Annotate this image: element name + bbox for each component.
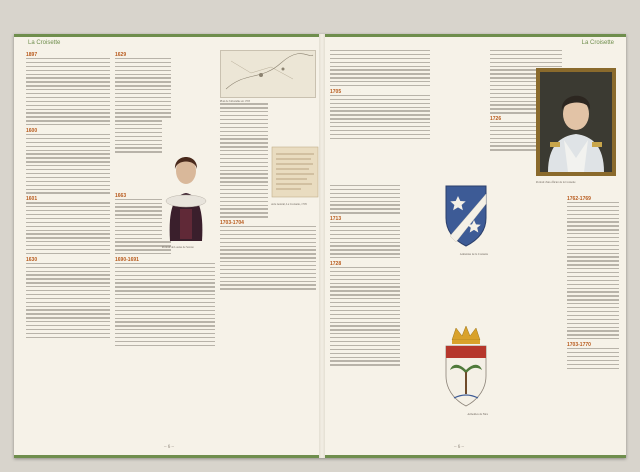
year-heading: 1897 [26, 52, 38, 58]
text-block [220, 226, 316, 290]
column-1 [26, 50, 110, 341]
text-block [26, 263, 110, 338]
map-image [221, 51, 316, 97]
year-heading: 1600 [26, 128, 38, 135]
shield-bottom [444, 326, 488, 416]
text-block [330, 222, 400, 258]
text-block [26, 134, 110, 194]
text-block [220, 103, 268, 217]
text-block [330, 95, 430, 139]
year-heading: 1690-1691 [115, 257, 139, 264]
column-4 [330, 50, 430, 368]
portrait-officer [536, 68, 616, 186]
year-heading: 1713 [330, 216, 342, 223]
year-heading: 1703-1770 [567, 342, 591, 349]
running-head-left: La Croisette [28, 40, 61, 46]
running-head-right: La Croisette [581, 40, 614, 46]
document-figure [271, 146, 319, 204]
shield-bottom-image [444, 326, 488, 408]
book-spread [14, 34, 626, 458]
map-figure [220, 50, 316, 98]
text-block [330, 185, 400, 214]
page-number-left: – 6 – [164, 445, 174, 450]
text-block [26, 202, 110, 254]
year-heading: 1726 [490, 116, 502, 123]
text-block [567, 202, 619, 339]
portrait-officer-image [536, 68, 616, 176]
text-block [26, 58, 110, 125]
year-heading: 1663 [115, 192, 127, 199]
year-heading: 1728 [330, 261, 342, 268]
portrait-lady [162, 119, 210, 247]
shield-top [444, 184, 488, 256]
year-heading: 1703-1704 [220, 220, 244, 227]
text-block [567, 348, 619, 369]
year-heading: 1601 [26, 196, 38, 203]
year-heading: 1630 [26, 256, 38, 263]
caption: Portrait de Louise de Savoie [162, 246, 194, 249]
shield-top-image [444, 184, 488, 248]
text-block [330, 50, 430, 86]
text-block [115, 263, 215, 346]
year-heading: 1762-1769 [567, 196, 591, 202]
column-6 [567, 194, 619, 371]
year-heading: 1705 [330, 88, 342, 95]
portrait-lady-image [162, 119, 210, 241]
page-number-right: – 6 – [454, 445, 464, 450]
caption: Plan de l'Abondée en 1703 [220, 100, 251, 103]
year-heading: 1629 [115, 52, 127, 58]
caption: Armoiries de la Croisette [459, 253, 488, 256]
caption: Armoiries de Nice [467, 413, 488, 416]
book-gutter [319, 34, 325, 458]
caption: Acte notarié, La Croisette, 1705 [271, 203, 307, 206]
caption: Portrait d'un officier de la Croisette [536, 181, 576, 184]
document-image [271, 146, 319, 198]
text-block [330, 267, 400, 366]
